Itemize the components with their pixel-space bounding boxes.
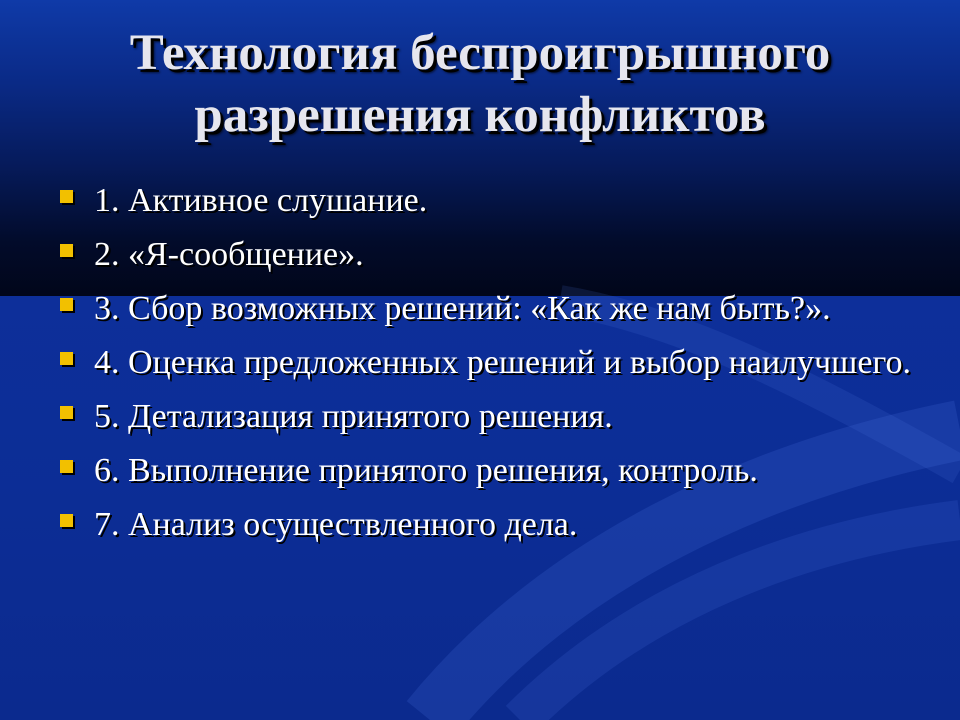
square-bullet-icon bbox=[60, 352, 73, 365]
square-bullet-icon bbox=[60, 406, 73, 419]
list-item bbox=[58, 394, 918, 439]
title-line-1: Технология беспроигрышного bbox=[129, 25, 831, 81]
square-bullet-icon bbox=[60, 298, 73, 311]
title-line-2: разрешения конфликтов bbox=[194, 87, 766, 143]
list-item-text: 1. Активное слушание. bbox=[94, 182, 428, 219]
list-item-text: 2. «Я-сообщение». bbox=[94, 236, 364, 273]
list-item bbox=[58, 178, 918, 223]
list-item-text: 3. Сбор возможных решений: «Как же нам быть?». bbox=[94, 290, 831, 327]
page-title bbox=[0, 22, 960, 146]
steps-list bbox=[58, 178, 918, 556]
list-item bbox=[58, 286, 918, 331]
list-item-text: 5. Детализация принятого решения. bbox=[94, 398, 613, 435]
square-bullet-icon bbox=[60, 514, 73, 527]
list-item bbox=[58, 448, 918, 493]
square-bullet-icon bbox=[60, 460, 73, 473]
list-item bbox=[58, 502, 918, 547]
list-item-text: 4. Оценка предложенных решений и выбор наилучшего. bbox=[94, 344, 912, 381]
square-bullet-icon bbox=[60, 244, 73, 257]
list-item-text: 6. Выполнение принятого решения, контроль. bbox=[94, 452, 758, 489]
list-item bbox=[58, 232, 918, 277]
list-item-text: 7. Анализ осуществленного дела. bbox=[94, 506, 578, 543]
square-bullet-icon bbox=[60, 190, 73, 203]
list-item bbox=[58, 340, 918, 385]
